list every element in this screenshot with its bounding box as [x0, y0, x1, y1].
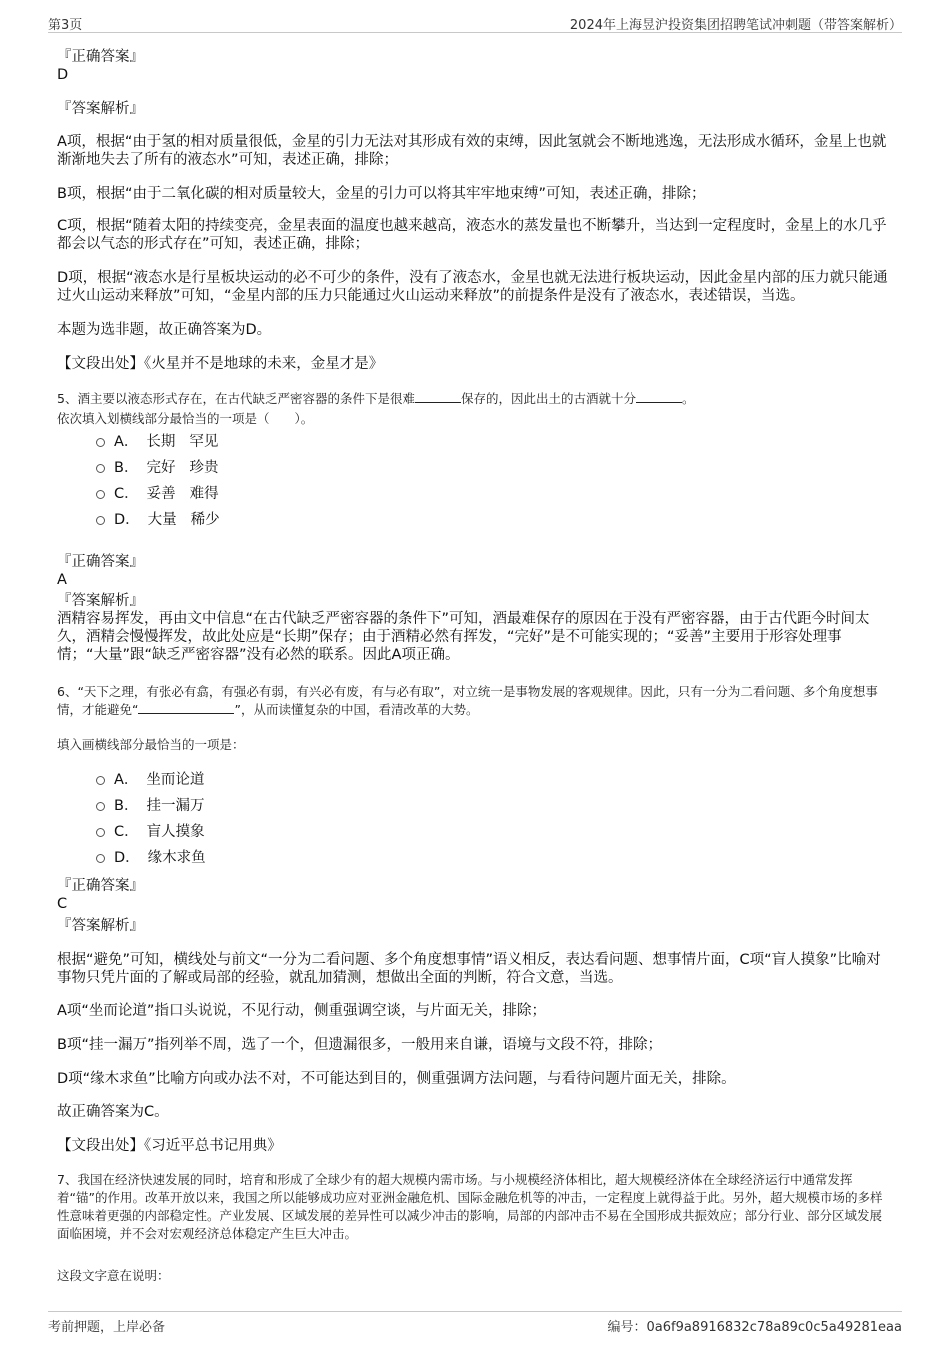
document-code: 编号：0a6f9a8916832c78a89c0c5a49281eaa	[607, 1320, 902, 1335]
radio-icon[interactable]	[96, 516, 105, 525]
q5-option-b[interactable]: B． 完好 珍贵	[96, 459, 218, 477]
q5-analysis: 酒精容易挥发，再由文中信息“在古代缺乏严密容器的条件下”可知，酒最难保存的原因在于没有严密容器，由于古代距今时间太久，酒精会慢慢挥发，故此处应是“长期”保存；由于酒精必然有挥发，“完好”是不可能实现的；“妥善”主要用于形容处理事情；“大量”跟“缺乏严密容器”没有必然的联系。因此A项正确。	[57, 611, 870, 663]
footer-slogan: 考前押题，上岸必备	[48, 1320, 166, 1335]
q6-analysis-label: 『答案解析』	[57, 918, 144, 934]
q6-stem	[57, 683, 892, 719]
q4-source: 【文段出处】《火星并不是地球的未来，金星才是》	[57, 356, 384, 372]
q4-analysis-d: D项，根据“液态水是行星板块运动的必不可少的条件，没有了液态水，金星也就无法进行板块运动，因此金星内部的压力就只能通过火山运动来释放”可知，“金星内部的压力只能通过火山运动来释放”的前提条件是没有了液态水，表述错误，当选。	[57, 270, 888, 304]
q4-analysis-c: C项，根据“随着太阳的持续变亮，金星表面的温度也越来越高，液态水的蒸发量也不断攀升，当达到一定程度时，金星上的水几乎都会以气态的形式存在”可知，表述正确，排除；	[57, 218, 887, 252]
document-title: 2024年上海昱沪投资集团招聘笔试冲刺题（带答案解析）	[569, 18, 902, 33]
q5-stem-part1: 5、酒主要以液态形式存在，在古代缺乏严密容器的条件下是很难	[57, 391, 415, 406]
q5-answer: A	[57, 572, 67, 588]
q7-prompt: 这段文字意在说明：	[57, 1268, 170, 1283]
radio-icon[interactable]	[96, 464, 105, 473]
q5-option-d[interactable]: D． 大量 稀少	[96, 511, 220, 529]
q4-analysis-a: A项，根据“由于氢的相对质量很低，金星的引力无法对其形成有效的束缚，因此氢就会不断地逃逸，无法形成水循环，金星上也就渐渐地失去了所有的液态水”可知，表述正确，排除；	[57, 134, 887, 168]
q6-answer-label: 『正确答案』	[57, 878, 144, 894]
q5-blank-1	[415, 390, 461, 403]
q4-conclusion: 本题为选非题，故正确答案为D。	[57, 322, 272, 338]
q6-prompt: 填入画横线部分最恰当的一项是：	[57, 737, 245, 752]
page-footer	[48, 1311, 902, 1338]
q5-stem	[57, 390, 892, 408]
q4-analysis-b: B项，根据“由于二氧化碳的相对质量较大，金星的引力可以将其牢牢地束缚”可知，表述正确，排除；	[57, 186, 706, 202]
q4-answer: D	[57, 67, 69, 83]
q5-prompt: 依次填入划横线部分最恰当的一项是（ ）。	[57, 411, 314, 426]
radio-icon[interactable]	[96, 854, 105, 863]
radio-icon[interactable]	[96, 802, 105, 811]
q5-analysis-label: 『答案解析』	[57, 593, 144, 609]
q6-conclusion: 故正确答案为C。	[57, 1104, 169, 1120]
radio-icon[interactable]	[96, 776, 105, 785]
q5-stem-part3: 。	[681, 391, 695, 406]
q6-analysis-a: A项“坐而论道”指口头说说，不见行动，侧重强调空谈，与片面无关，排除；	[57, 1003, 546, 1019]
q6-analysis-b: B项“挂一漏万”指列举不周，选了一个，但遗漏很多，一般用来自谦，语境与文段不符，排除；	[57, 1037, 662, 1053]
q7-stem: 7、我国在经济快速发展的同时，培育和形成了全球少有的超大规模内需市场。与小规模经济体相比，超大规模经济体在全球经济运行中通常发挥着“锚”的作用。改革开放以来，我国之所以能够成功应对亚洲金融危机、国际金融危机等的冲击，一定程度上就得益于此。另外，超大规模市场的多样性意味着更强的内部稳定性。产业发展、区域发展的差异性可以减少冲击的影响，局部的内部冲击不易在全国形成共振效应；部分行业、部分区域发展面临困境，并不会对宏观经济总体稳定产生巨大冲击。	[57, 1172, 883, 1241]
q6-source: 【文段出处】《习近平总书记用典》	[57, 1138, 282, 1154]
q5-option-c[interactable]: C． 妥善 难得	[96, 485, 219, 503]
q4-analysis-label: 『答案解析』	[57, 101, 144, 117]
q5-blank-2	[636, 390, 682, 403]
q6-analysis-d: D项“缘木求鱼”比喻方向或办法不对，不可能达到目的，侧重强调方法问题，与看待问题片面无关，排除。	[57, 1071, 736, 1087]
q6-blank	[138, 701, 234, 714]
q6-stem-part1: 6、“天下之理，有张必有翕，有强必有弱，有兴必有废，有与必有取”，对立统一是事物发展的客观规律。因此，只有一分为二看问题、多个角度想事情，才能避免“	[57, 684, 878, 717]
q5-option-a[interactable]: A． 长期 罕见	[96, 433, 218, 451]
radio-icon[interactable]	[96, 490, 105, 499]
q5-stem-part2: 保存的，因此出土的古酒就十分	[460, 391, 636, 406]
q6-option-a[interactable]: A． 坐而论道	[96, 771, 204, 789]
q4-answer-label: 『正确答案』	[57, 49, 144, 65]
q6-option-b[interactable]: B． 挂一漏万	[96, 797, 204, 815]
q6-answer: C	[57, 896, 68, 912]
q6-analysis-c: 根据“避免”可知，横线处与前文“一分为二看问题、多个角度想事情”语义相反，表达看问题、想事情片面，C项“盲人摸象”比喻对事物只凭片面的了解或局部的经验，就乱加猜测，想做出全面的判断，符合文意，当选。	[57, 952, 881, 986]
radio-icon[interactable]	[96, 828, 105, 837]
radio-icon[interactable]	[96, 438, 105, 447]
q6-option-d[interactable]: D． 缘木求鱼	[96, 849, 206, 867]
q6-option-c[interactable]: C． 盲人摸象	[96, 823, 205, 841]
q5-answer-label: 『正确答案』	[57, 554, 144, 570]
q6-stem-part2: ”，从而读懂复杂的中国，看清改革的大势。	[234, 702, 479, 717]
page-number: 第3页	[48, 18, 83, 33]
page-header	[48, 10, 902, 33]
